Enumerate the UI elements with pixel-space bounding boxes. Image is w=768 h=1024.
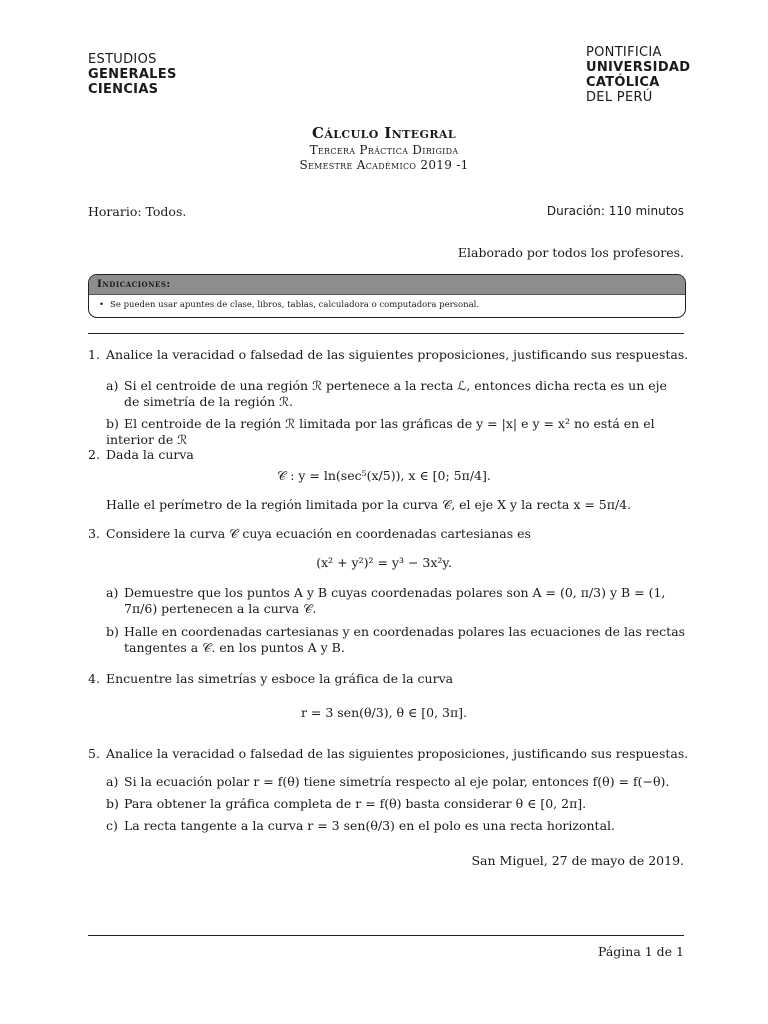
question-3-equation: (x² + y²)² = y³ − 3x²y. — [316, 555, 452, 570]
indications-heading: Indicaciones: — [89, 275, 685, 295]
indications-item: • Se pueden usar apuntes de clase, libros, tablas, calculadora o computadora personal. — [89, 295, 685, 315]
semester-title: Semestre Académico 2019 -1 — [299, 158, 469, 172]
practice-title: Tercera Práctica Dirigida — [309, 143, 459, 157]
prepared-by: Elaborado por todos los profesores. — [457, 245, 684, 260]
question-3b: b) Halle en coordenadas cartesianas y en coordenadas polares las ecuaciones de las rectas tangentes a 𝒞. en los puntos A y B. — [106, 624, 686, 655]
course-title: Cálculo Integral — [312, 124, 456, 142]
question-5c: c) La recta tangente a la curva r = 3 sen(θ/3) en el polo es una recta horizontal. — [106, 818, 615, 833]
duration: Duración: 110 minutos — [546, 204, 684, 218]
question-2-equation: 𝒞 : y = ln(sec⁵(x/5)), x ∈ [0; 5π/4]. — [277, 468, 491, 483]
title-block — [0, 124, 768, 172]
question-5: 5. Analice la veracidad o falsedad de las siguientes proposiciones, justificando sus respuestas. — [88, 746, 689, 761]
question-2: 2. Dada la curva — [88, 447, 194, 462]
question-4-equation: r = 3 sen(θ/3), θ ∈ [0, 3π]. — [300, 705, 468, 720]
page-number: Página 1 de 1 — [597, 944, 684, 959]
question-5a: a) Si la ecuación polar r = f(θ) tiene simetría respecto al eje polar, entonces f(θ) = f(−θ). — [106, 774, 670, 789]
schedule: Horario: Todos. — [88, 204, 187, 219]
question-5b: b) Para obtener la gráfica completa de r = f(θ) basta considerar θ ∈ [0, 2π]. — [106, 796, 587, 811]
footer-divider — [88, 935, 684, 936]
question-4: 4. Encuentre las simetrías y esboce la gráfica de la curva — [88, 671, 454, 686]
place-date: San Miguel, 27 de mayo de 2019. — [471, 853, 684, 868]
question-1a: a) Si el centroide de una región ℛ pertenece a la recta ℒ, entonces dicha recta es un eje de simetría de la región ℛ. — [106, 378, 667, 409]
bullet-icon: • — [99, 300, 105, 310]
faculty-logo-text: ESTUDIOS GENERALES CIENCIAS — [88, 52, 177, 97]
question-1b: b) El centroide de la región ℛ limitada por las gráficas de y = |x| e y = x² no está en el interior de ℛ — [106, 416, 655, 447]
question-2-follow: Halle el perímetro de la región limitada por la curva 𝒞, el eje X y la recta x = 5π/4. — [106, 497, 632, 512]
question-3: 3. Considere la curva 𝒞 cuya ecuación en coordenadas cartesianas es — [88, 526, 531, 541]
indications-box — [88, 274, 686, 318]
divider — [88, 333, 684, 334]
question-1: 1. Analice la veracidad o falsedad de las siguientes proposiciones, justificando sus respuestas. — [88, 347, 689, 362]
university-logo-text: PONTIFICIA UNIVERSIDAD CATÓLICA DEL PERÚ — [586, 45, 691, 105]
question-3a: a) Demuestre que los puntos A y B cuyas coordenadas polares son A = (0, π/3) y B = (1, 7π/6) pertenecen a la curva 𝒞. — [106, 585, 666, 616]
